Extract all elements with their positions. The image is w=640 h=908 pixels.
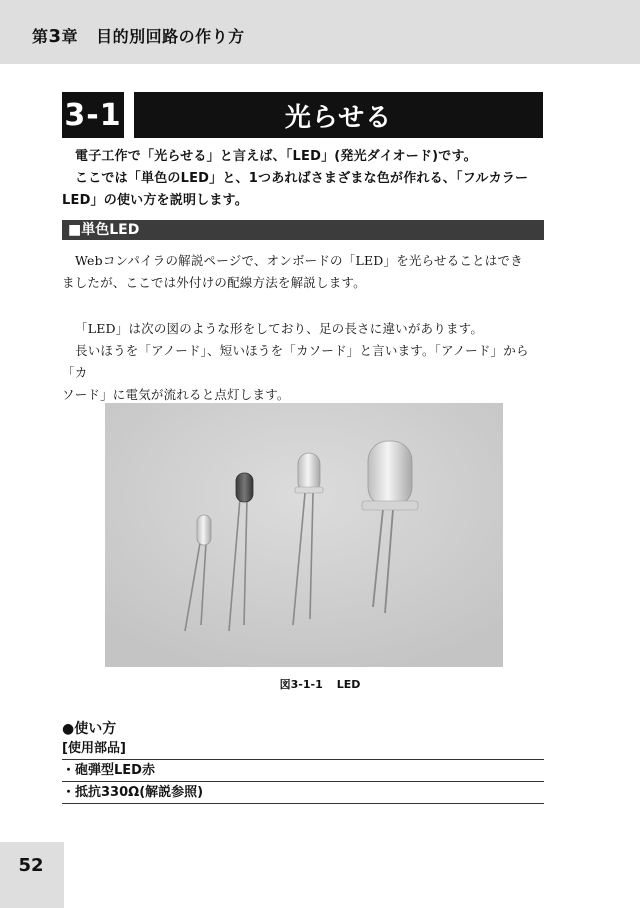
- body-line: ましたが、ここでは外付けの配線方法を解説します。: [62, 275, 366, 290]
- page-number: 52: [18, 855, 44, 876]
- chapter-title: 目的別回路の作り方: [96, 27, 245, 46]
- intro-line: ここでは「単色のLED」と、1つあればさまざまな色が作れる、「フルカラー: [75, 171, 529, 186]
- chapter-suffix: 章: [61, 27, 79, 46]
- chapter-number: 3: [48, 26, 62, 47]
- figure-label: 図3-1-1: [279, 678, 323, 691]
- parts-header: [使用部品]: [62, 738, 544, 760]
- chapter-prefix: 第: [32, 27, 49, 46]
- figure-caption: [0, 676, 640, 692]
- subsection-heading: ■単色LED: [62, 220, 544, 240]
- body-paragraph-2: [62, 318, 544, 406]
- section-title: 光らせる: [134, 92, 543, 138]
- led-illustration: [105, 403, 503, 667]
- body-line: 「LED」は次の図のような形をしており、足の長さに違いがあります。: [75, 321, 484, 336]
- list-item: ・砲弾型LED赤: [62, 760, 544, 782]
- intro-paragraph: [62, 146, 544, 212]
- chapter-heading: [32, 24, 245, 47]
- page-header: [0, 0, 640, 64]
- usage-heading: ●使い方: [62, 721, 117, 737]
- intro-line: LED」の使い方を説明します。: [62, 193, 248, 208]
- intro-line: 電子工作で「光らせる」と言えば、「LED」(発光ダイオード)です。: [75, 149, 477, 164]
- section-number: 3-1: [62, 92, 124, 138]
- led-photo: [105, 403, 503, 667]
- list-item: ・抵抗330Ω(解説参照): [62, 782, 544, 804]
- body-line: 長いほうを「アノード」、短いほうを「カソード」と言います。「アノード」から「カ: [62, 343, 529, 380]
- body-line: ソード」に電気が流れると点灯します。: [62, 387, 290, 402]
- figure-name: LED: [336, 678, 361, 691]
- body-line: Webコンパイラの解説ページで、オンボードの「LED」を光らせることはでき: [75, 253, 523, 268]
- parts-list: [62, 738, 544, 804]
- body-paragraph-1: [62, 250, 544, 294]
